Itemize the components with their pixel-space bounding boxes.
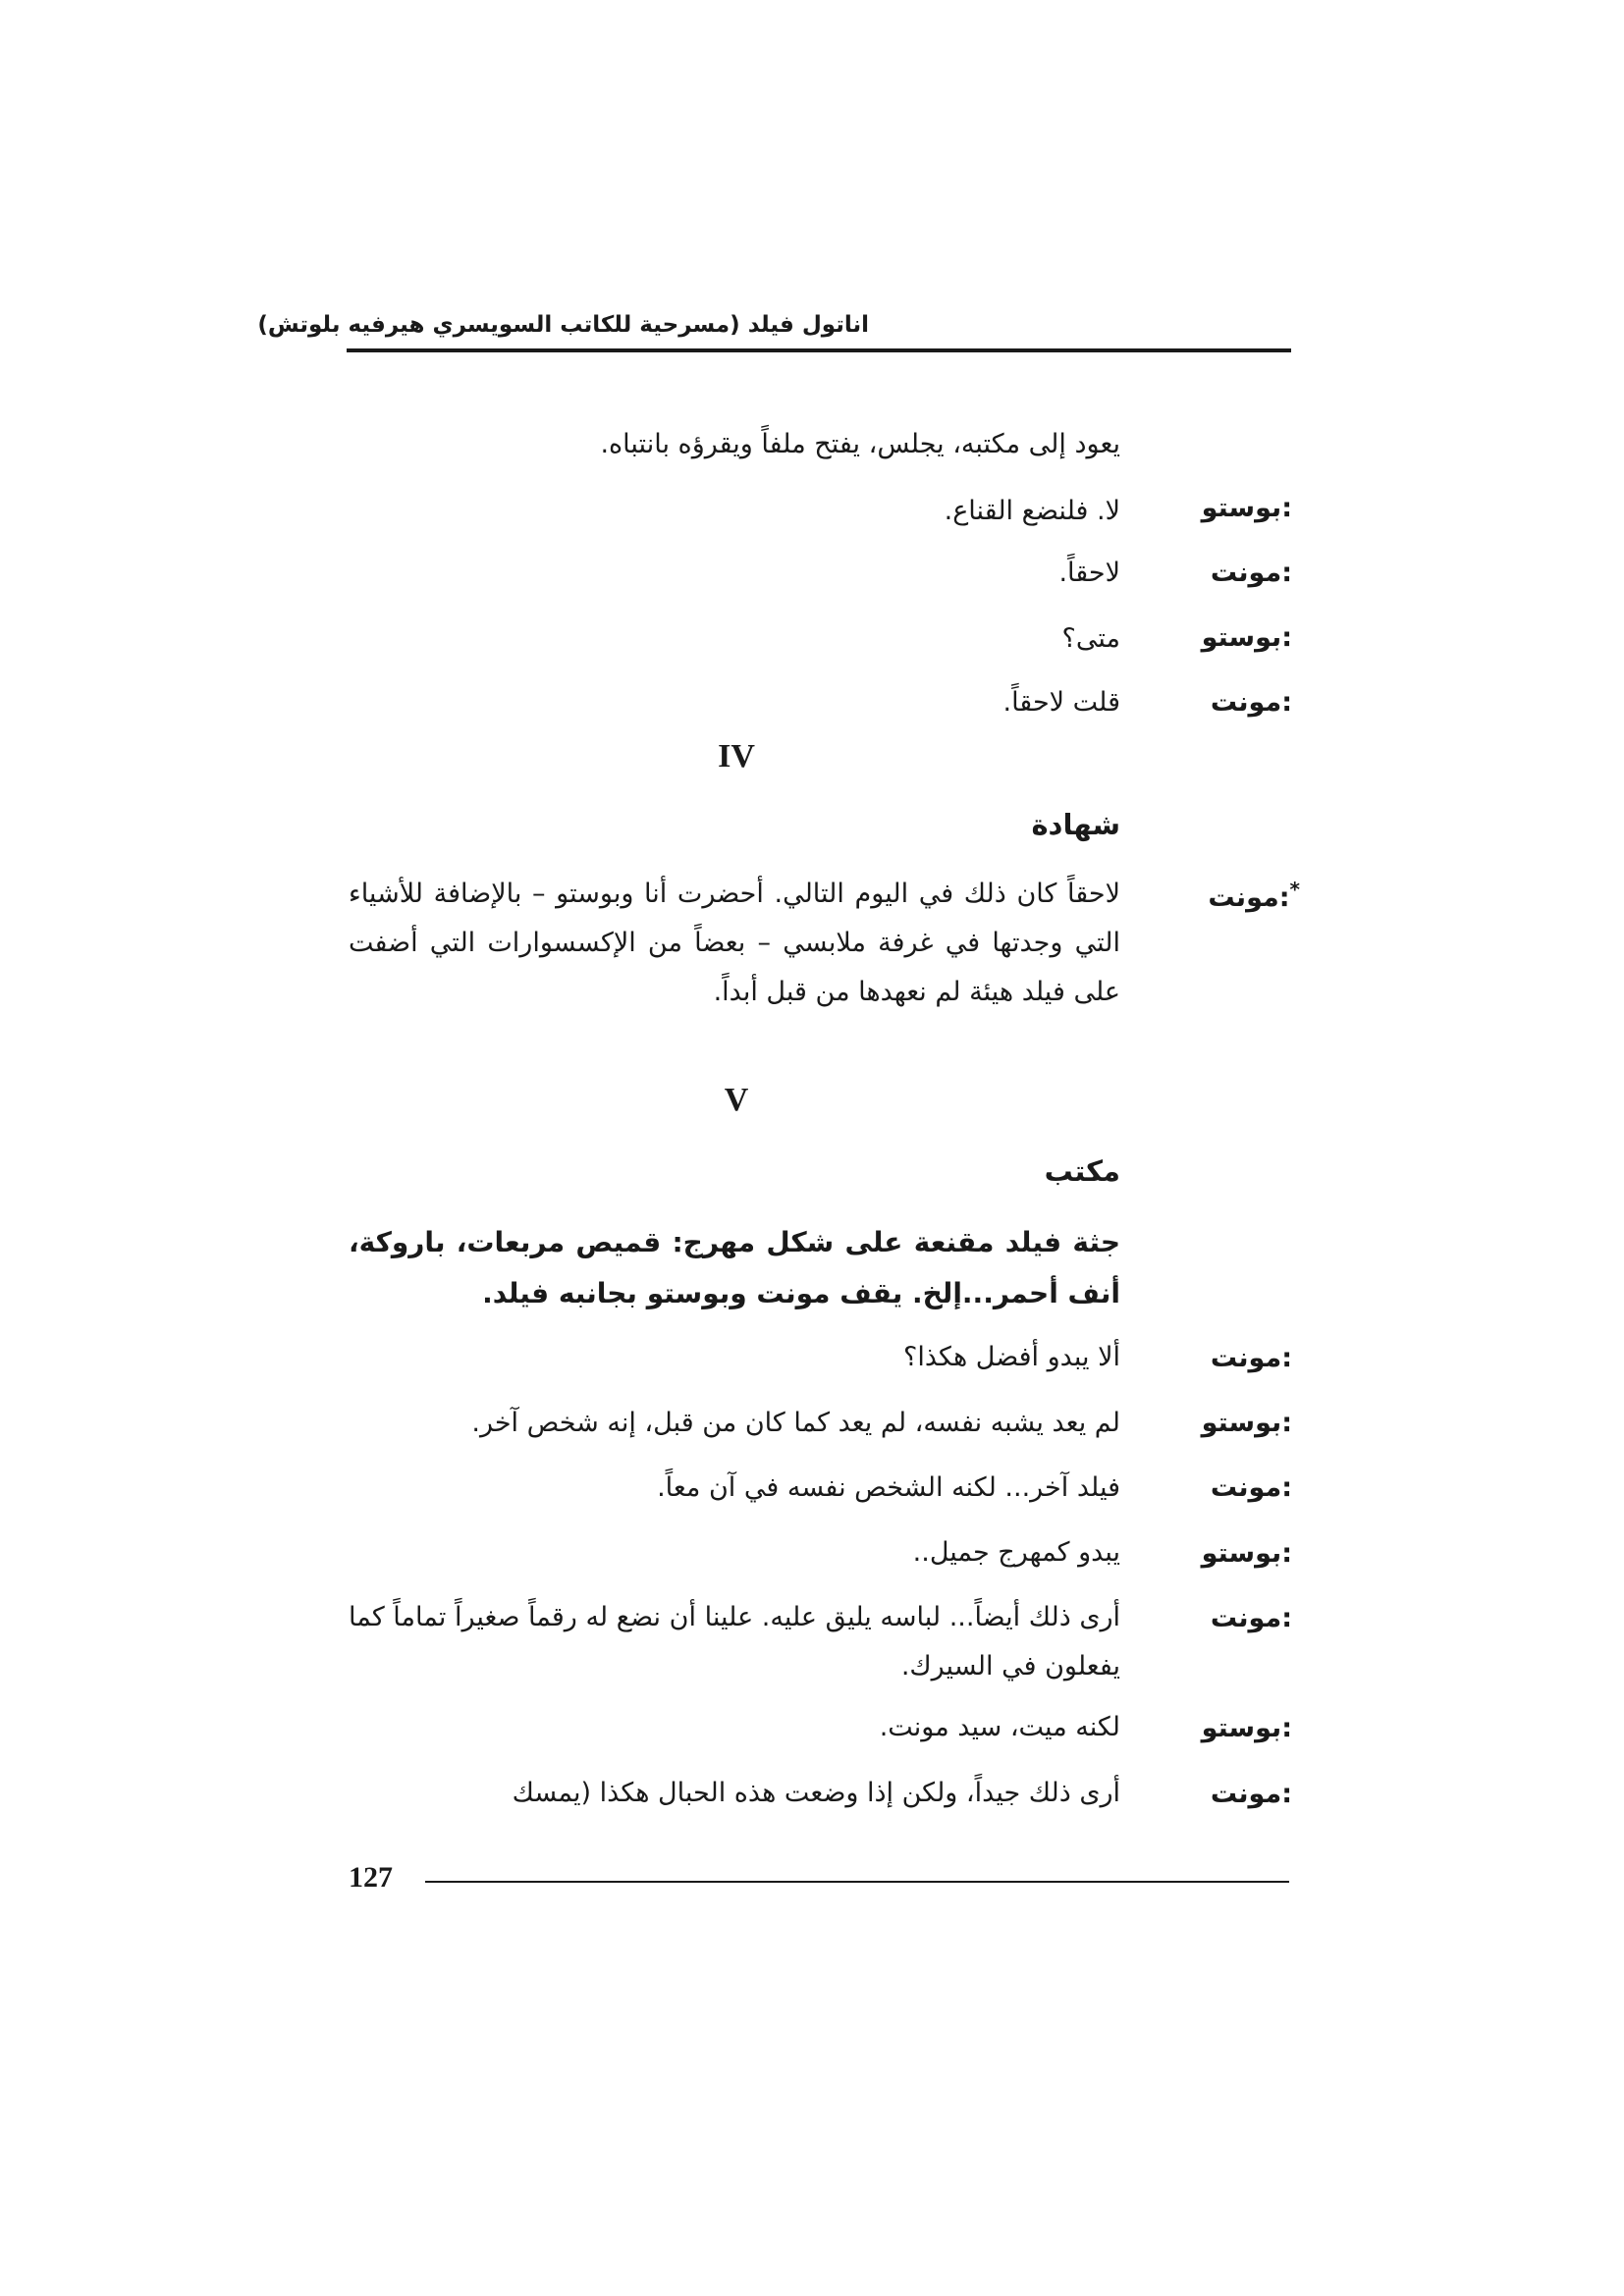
- speaker-label: بوستو:: [1201, 1538, 1292, 1569]
- dialogue-text: لاحقاً.: [1058, 558, 1120, 588]
- running-title: اناتول فيلد (مسرحية للكاتب السويسري هيرفيه بلوتش): [257, 312, 869, 338]
- speaker-label: بوستو:: [1201, 622, 1292, 653]
- dialogue-text: لاحقاً كان ذلك في اليوم التالي. أحضرت أنا وبوستو – بالإضافة للأشياء التي وجدتها في غرفة ملابسي – بعضاً من الإكسسوارات التي أضفت على فيلد هيئة لم نعهدها من قبل أبداً.: [349, 879, 1120, 1007]
- dialogue-text: فيلد آخر... لكنه الشخص نفسه في آن معاً.: [657, 1472, 1120, 1503]
- section-heading: شهادة: [1031, 808, 1120, 841]
- dialogue-text: قلت لاحقاً.: [1002, 687, 1120, 718]
- header-rule: [347, 348, 1291, 352]
- dialogue-text: أرى ذلك جيداً، ولكن إذا وضعت هذه الحبال هكذا (يمسك: [512, 1778, 1120, 1808]
- section-heading: مكتب: [1044, 1154, 1120, 1188]
- footer-rule: [425, 1881, 1289, 1883]
- speaker-label: مونت:: [1210, 1779, 1292, 1809]
- footnote-marker: *: [1289, 878, 1300, 901]
- speaker-label: بوستو:: [1201, 493, 1292, 523]
- section-number: V: [724, 1082, 749, 1118]
- dialogue-text: يبدو كمهرج جميل..: [912, 1537, 1120, 1568]
- stage-direction: يعود إلى مكتبه، يجلس، يفتح ملفاً ويقرؤه بانتباه.: [600, 429, 1120, 459]
- section-number: IV: [718, 738, 755, 774]
- speaker-label: مونت:: [1210, 1343, 1292, 1373]
- page-number: 127: [349, 1861, 393, 1894]
- dialogue-text: أرى ذلك أيضاً... لباسه يليق عليه. علينا أن نضع له رقماً صغيراً تماماً كما يفعلون في السيرك.: [349, 1602, 1120, 1682]
- speaker-label: مونت:*: [1208, 878, 1300, 913]
- dialogue-text: لم يعد يشبه نفسه، لم يعد كما كان من قبل، إنه شخص آخر.: [471, 1408, 1120, 1438]
- dialogue-text: لكنه ميت، سيد مونت.: [879, 1712, 1120, 1742]
- dialogue-text: لا. فلنضع القناع.: [944, 496, 1120, 526]
- speaker-label: مونت:: [1210, 1603, 1292, 1633]
- speaker-label: مونت:: [1210, 687, 1292, 718]
- dialogue-text: ألا يبدو أفضل هكذا؟: [903, 1342, 1120, 1372]
- speaker-label: مونت:: [1210, 558, 1292, 588]
- speaker-label: مونت:: [1210, 1472, 1292, 1503]
- dialogue-text: متى؟: [1061, 623, 1120, 654]
- speaker-label: بوستو:: [1201, 1713, 1292, 1743]
- speaker-label: بوستو:: [1201, 1408, 1292, 1438]
- stage-direction: جثة فيلد مقنعة على شكل مهرج: قميص مربعات، باروكة، أنف أحمر...إلخ. يقف مونت وبوستو بجانبه فيلد.: [349, 1226, 1120, 1309]
